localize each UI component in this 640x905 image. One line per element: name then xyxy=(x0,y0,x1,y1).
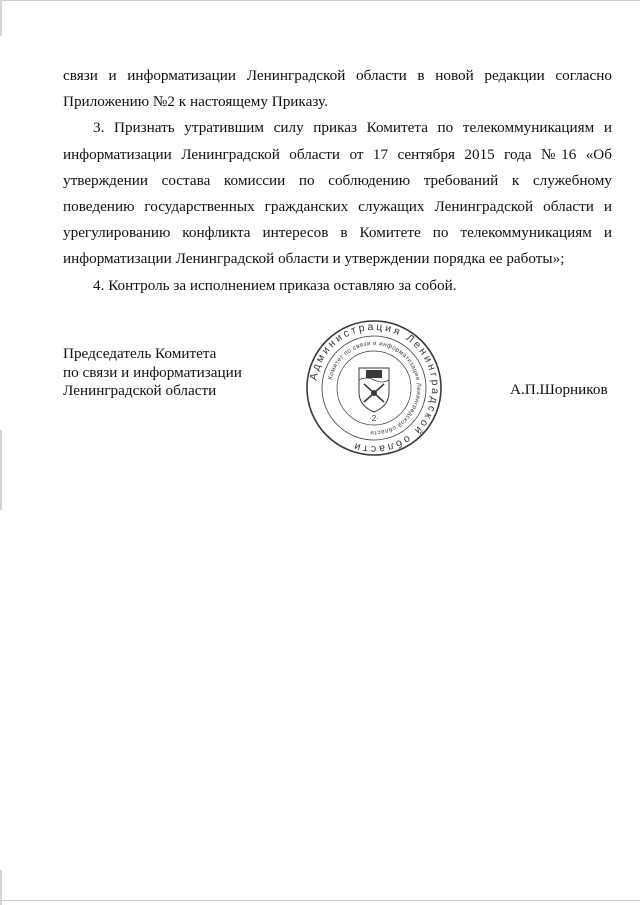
seal-outer-text: Администрация Ленинградской области xyxy=(307,320,442,456)
signatory-name: А.П.Шорников xyxy=(510,381,608,398)
seal-middle-ring xyxy=(322,336,426,440)
signatory-title-line: по связи и информатизации xyxy=(63,363,242,381)
left-scan-edge-mid xyxy=(0,430,2,510)
bottom-scan-edge xyxy=(0,900,640,901)
official-seal-stamp xyxy=(304,318,444,458)
seal-inner-text: Комитет по связи и информатизации Ленинградской области xyxy=(326,339,423,437)
paragraph-item-4: 4. Контроль за исполнением приказа оставляю за собой. xyxy=(93,276,457,294)
signatory-title-line: Председатель Комитета xyxy=(63,345,217,362)
left-scan-edge xyxy=(0,0,2,36)
document-body xyxy=(63,63,612,299)
paragraph-continuation: связи и информатизации Ленинградской области в новой редакции согласно Приложению №2 к настоящему Приказу. xyxy=(63,67,612,111)
seal-number: ·2· xyxy=(369,414,379,423)
top-scan-edge xyxy=(0,0,640,1)
coat-of-arms-icon xyxy=(359,368,389,412)
paragraph-item-3: 3. Признать утратившим силу приказ Комитета по телекоммуникациям и информатизации Ленинградской области от 17 сентября 2015 года №16 «Об утверждении состава комиссии по соблюдению требований к служебному поведению государственных гражданских служащих Ленинградской области и урегулированию конфликта интересов в Комитете по телекоммуникациям и информатизации Ленинградской области и утверждении порядка ее работы»; xyxy=(63,119,612,268)
signatory-title-line: Ленинградской области xyxy=(63,382,217,399)
signatory-title xyxy=(63,345,242,401)
